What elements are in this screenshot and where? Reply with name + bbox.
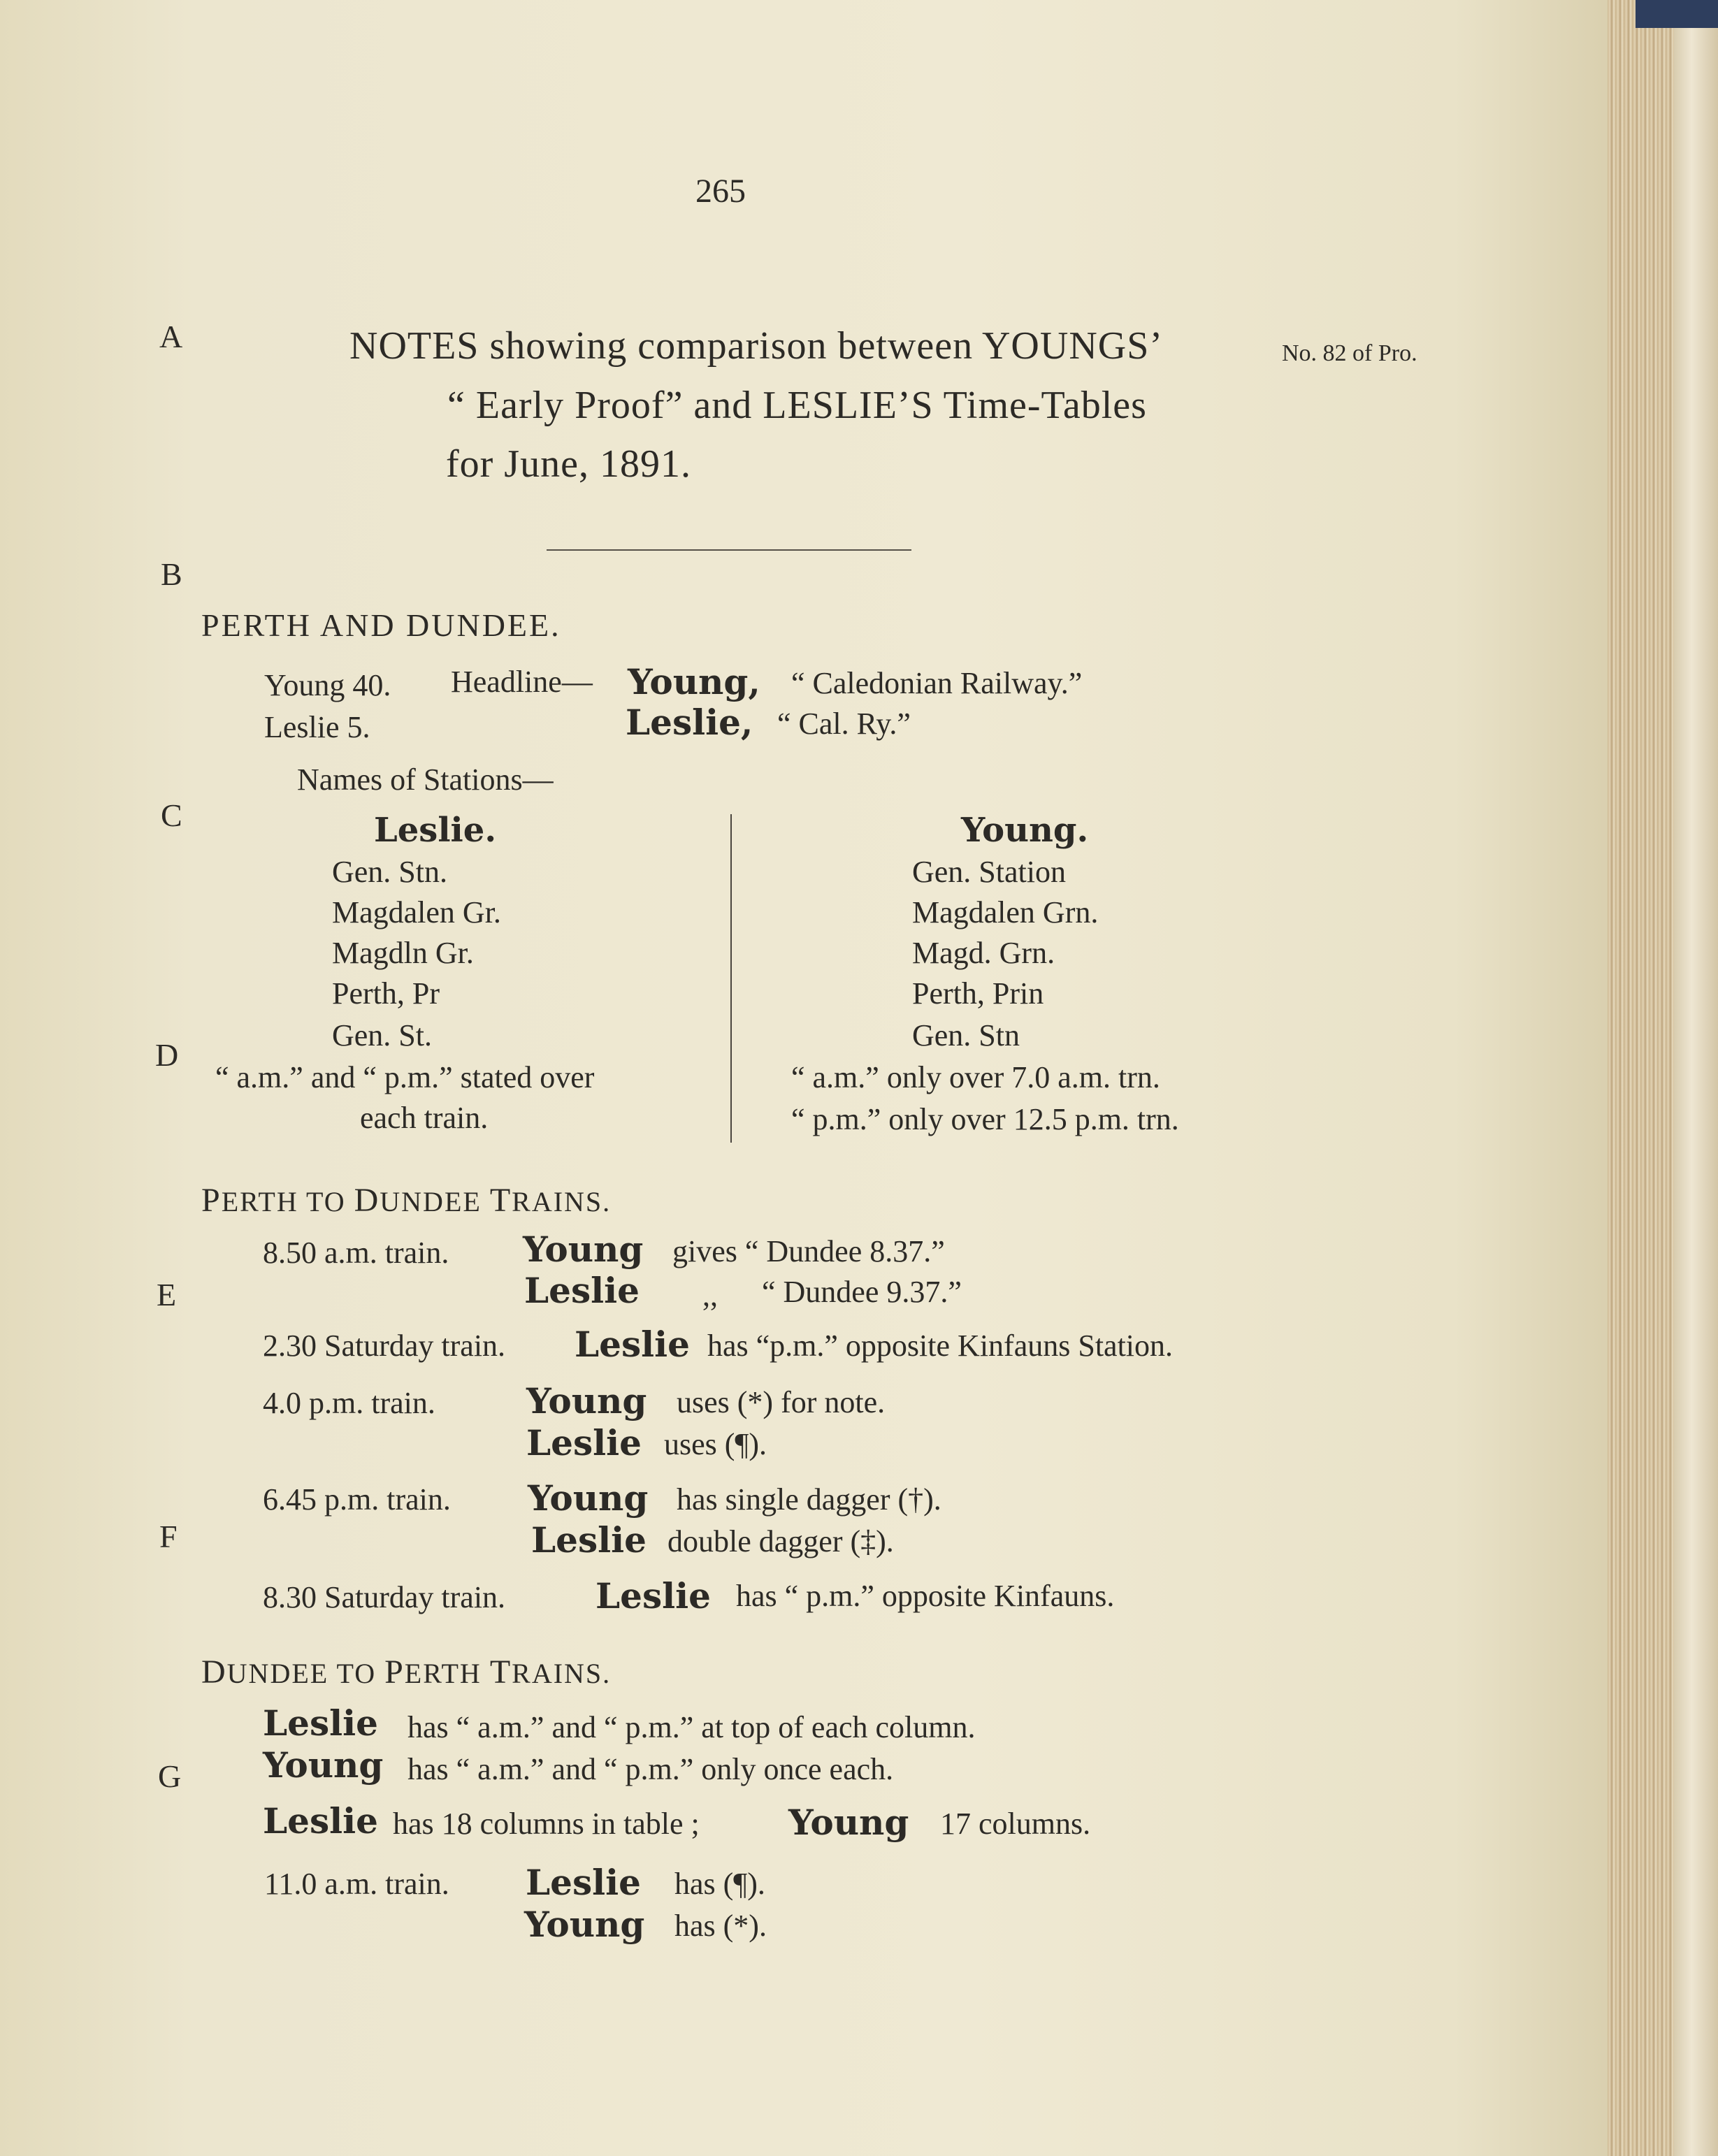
- names-of-stations-heading: Names of Stations—: [297, 762, 554, 797]
- heading-cap: T: [489, 1654, 512, 1691]
- margin-letter-f: F: [159, 1519, 178, 1554]
- title-line-3: for June, 1891.: [446, 442, 691, 486]
- headline-leslie-text: “ Cal. Ry.”: [777, 707, 911, 741]
- page-number: 265: [695, 173, 746, 210]
- margin-letter-g: G: [158, 1758, 182, 1794]
- leslie-column-header: Leslie.: [374, 811, 497, 850]
- entry-text: has “ p.m.” opposite Kinfauns.: [736, 1579, 1115, 1613]
- line-who: Young: [263, 1744, 384, 1786]
- leslie-note-2: each train.: [360, 1101, 489, 1135]
- section-heading-perth-to-dundee: [201, 1181, 611, 1220]
- line-text: has “ a.m.” and “ p.m.” only once each.: [407, 1752, 894, 1786]
- headline-label: Headline—: [451, 665, 593, 699]
- train-time-230: 2.30 Saturday train.: [263, 1329, 506, 1363]
- young-note-2: “ p.m.” only over 12.5 p.m. trn.: [791, 1102, 1179, 1136]
- leslie-station-5: Gen. St.: [332, 1018, 432, 1052]
- headline-young-text: “ Caledonian Railway.”: [791, 666, 1083, 700]
- leslie-station-1: Gen. Stn.: [332, 855, 447, 889]
- young-station-1: Gen. Station: [912, 855, 1066, 889]
- entry-who: Young: [524, 1904, 645, 1945]
- ref-young: Young 40.: [264, 668, 391, 702]
- heading-cap: D: [201, 1654, 227, 1691]
- heading-cap: T: [489, 1182, 512, 1219]
- entry-text: double dagger (‡).: [667, 1524, 894, 1558]
- entry-who: Young: [526, 1380, 647, 1421]
- young-station-3: Magd. Grn.: [912, 936, 1055, 970]
- margin-letter-b: B: [161, 556, 182, 592]
- column-divider: [730, 814, 732, 1143]
- heading-rest: UNDEE TO: [226, 1658, 385, 1689]
- section-heading-perth-dundee: PERTH AND DUNDEE.: [201, 607, 561, 643]
- leslie-station-2: Magdalen Gr.: [332, 895, 501, 929]
- young-column-header: Young.: [961, 811, 1089, 850]
- heading-cap: P: [384, 1654, 405, 1691]
- headline-young: Young,: [628, 661, 760, 702]
- heading-rest: RAINS.: [512, 1186, 612, 1217]
- entry-text: has (*).: [674, 1909, 767, 1943]
- young-station-5: Gen. Stn: [912, 1018, 1020, 1052]
- leslie-station-3: Magdln Gr.: [332, 936, 474, 970]
- headline-leslie: Leslie,: [626, 702, 753, 743]
- entry-who: Leslie: [524, 1270, 640, 1311]
- book-cover-corner: [1636, 0, 1718, 28]
- heading-rest: ERTH TO: [221, 1186, 354, 1217]
- heading-cap: P: [201, 1182, 222, 1219]
- heading-rest: UNDEE: [380, 1186, 490, 1217]
- title-line-1: NOTES showing comparison between YOUNGS’: [349, 324, 1163, 368]
- margin-letter-c: C: [161, 797, 182, 833]
- young-station-4: Perth, Prin: [912, 976, 1044, 1011]
- leslie-station-4: Perth, Pr: [332, 976, 440, 1011]
- line-text: has “ a.m.” and “ p.m.” at top of each column.: [407, 1710, 976, 1744]
- heading-cap: D: [354, 1182, 380, 1219]
- title-note: No. 82 of Pro.: [1282, 340, 1417, 366]
- entry-text: has “p.m.” opposite Kinfauns Station.: [707, 1329, 1174, 1363]
- section-heading-dundee-to-perth: [201, 1653, 611, 1691]
- line-text: 17 columns.: [940, 1807, 1091, 1841]
- young-note-1: “ a.m.” only over 7.0 a.m. trn.: [791, 1060, 1160, 1094]
- young-station-2: Magdalen Grn.: [912, 895, 1099, 929]
- entry-text: gives “ Dundee 8.37.”: [672, 1234, 945, 1268]
- line-who: Leslie: [263, 1800, 378, 1842]
- line-who: Leslie: [263, 1702, 378, 1744]
- line-who: Young: [788, 1802, 909, 1843]
- entry-who: Leslie: [595, 1575, 711, 1616]
- entry-who: Leslie: [526, 1422, 642, 1463]
- train-time-40: 4.0 p.m. train.: [263, 1386, 435, 1420]
- entry-who: Leslie: [526, 1862, 641, 1903]
- entry-text: has single dagger (†).: [677, 1482, 941, 1517]
- line-text: has 18 columns in table ;: [393, 1807, 700, 1841]
- entry-text: has (¶).: [674, 1867, 765, 1901]
- entry-who: Young: [523, 1229, 644, 1270]
- train-time-850: 8.50 a.m. train.: [263, 1236, 449, 1270]
- title-line-2: “ Early Proof” and LESLIE’S Time-Tables: [447, 384, 1147, 427]
- title-rule: [547, 549, 911, 551]
- train-time-645: 6.45 p.m. train.: [263, 1482, 451, 1517]
- margin-letter-a: A: [159, 319, 183, 354]
- heading-rest: RAINS.: [512, 1658, 612, 1689]
- train-time-110: 11.0 a.m. train.: [264, 1867, 449, 1901]
- entry-text: uses (¶).: [664, 1427, 767, 1461]
- entry-text: uses (*) for note.: [677, 1385, 886, 1419]
- margin-letter-d: D: [155, 1037, 179, 1073]
- entry-who: Leslie: [531, 1519, 647, 1561]
- entry-who: Leslie: [575, 1324, 690, 1365]
- heading-rest: ERTH: [404, 1658, 490, 1689]
- entry-text: “ Dundee 9.37.”: [762, 1275, 962, 1309]
- ditto-mark: ,,: [702, 1278, 718, 1312]
- leslie-note-1: “ a.m.” and “ p.m.” stated over: [215, 1060, 595, 1094]
- train-time-830: 8.30 Saturday train.: [263, 1580, 506, 1614]
- page-edges-outer: [1674, 0, 1718, 2156]
- margin-letter-e: E: [157, 1277, 177, 1312]
- ref-leslie: Leslie 5.: [264, 710, 370, 744]
- entry-who: Young: [528, 1477, 649, 1519]
